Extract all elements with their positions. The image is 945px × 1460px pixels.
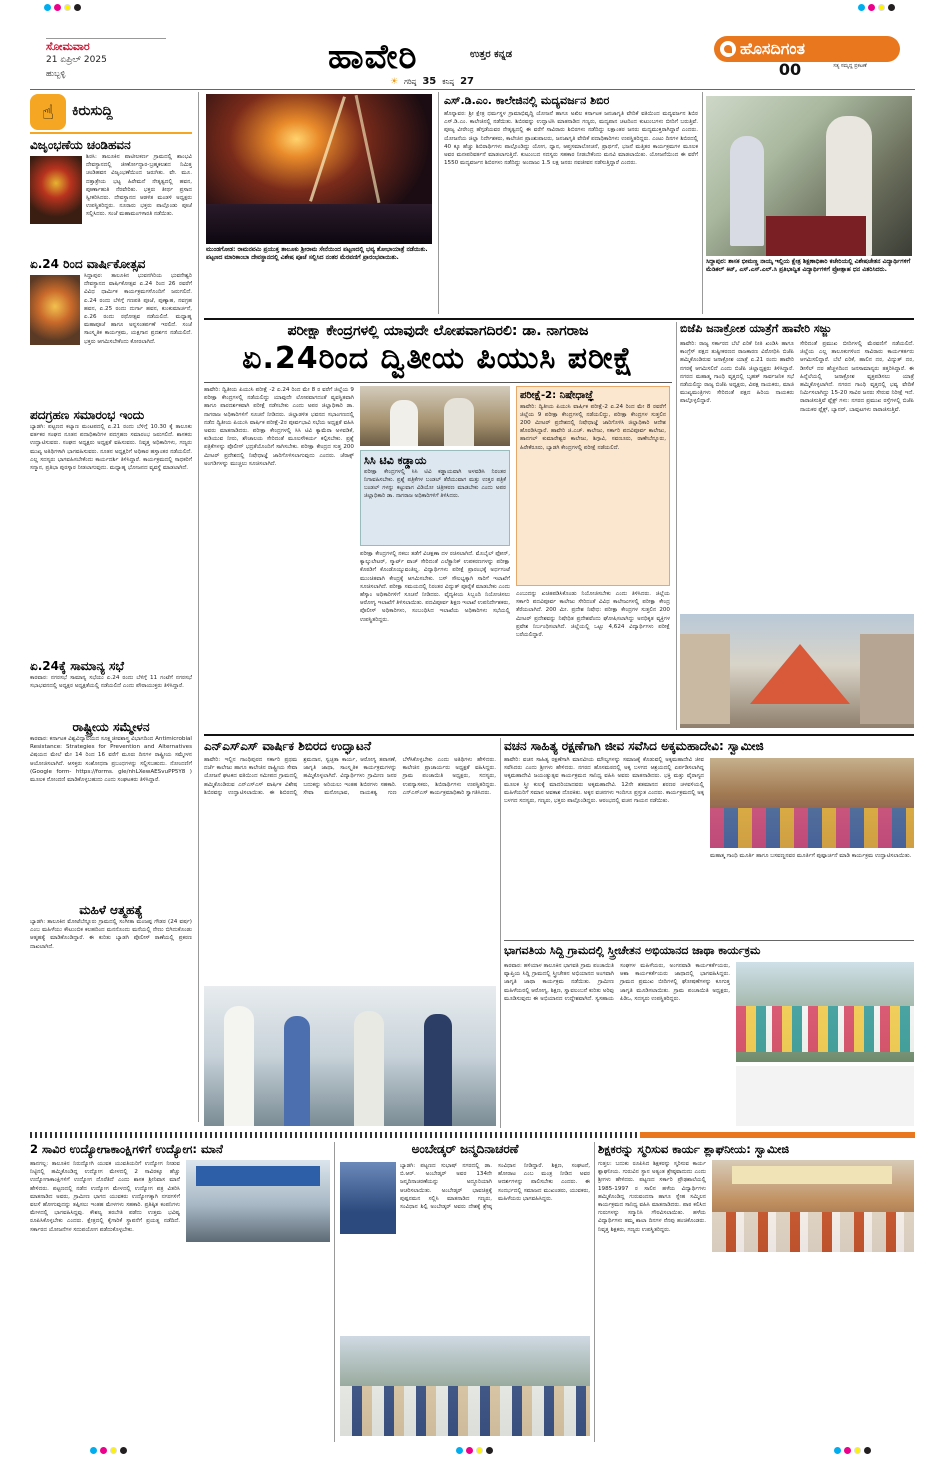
brief-story-body: ಕಾರವಾರ: ನಗರಸಭೆ ಸಾಮಾನ್ಯ ಸಭೆಯು ಏ.24 ರಂದು ಬೆಳಿಗ್ಗೆ 11 ಗಂಟೆಗೆ ನಗರಸಭೆ ಸಭಾಭವನದಲ್ಲಿ ಅಧ್ಯಕ್ಷರ ಅಧ್ಯಕ್ಷತೆಯಲ್ಲಿ ನಡೆಯಲಿದೆ ಎಂದು ಪೌರಾಯುಕ್ತರು ತಿಳಿಸಿದ್ದಾರೆ.: [30, 675, 192, 690]
column-divider: [438, 92, 439, 314]
lead-headline: ಏ.24ರಿಂದ ದ್ವಿತೀಯ ಪಿಯುಸಿ ಪರೀಕ್ಷೆ: [242, 341, 634, 376]
akkamahadevi-headline: ವಚನ ಸಾಹಿತ್ಯ ರಕ್ಷಣೆಗಾಗಿ ಜೀವ ಸವೆಸಿದ ಅಕ್ಕಮಹಾದೇವಿ: ಸ್ವಾಮೀಜಿ: [504, 739, 764, 753]
cctv-box-text: ಪರೀಕ್ಷಾ ಕೇಂದ್ರಗಳಲ್ಲಿ ಸಿಸಿ ಟಿವಿ ಕಡ್ಡಾಯವಾಗಿ ಅಳವಡಿಸಿ ನಿರಂತರ ನಿಗಾವಹಿಸಬೇಕು. ಪ್ರಶ್ನೆ ಪತ್ರಿಕೆಗಳ ಬಂಡಲ್ ತೆರೆಯುವಾಗ ಮತ್ತು ಉತ್ತರ ಪತ್ರಿಕೆ ಬಂಡಲ್ ಗಳನ್ನು ಕಟ್ಟುವಾಗ ವಿಡಿಯೋ ಚಿತ್ರೀಕರಣ ಮಾಡಬೇಕು ಎಂದು ಅಪರ ಜಿಲ್ಲಾಧಿಕಾರಿ ಡಾ. ನಾಗರಾಜ ಅಧಿಕಾರಿಗಳಿಗೆ ತಿಳಿಸಿದರು.: [364, 468, 506, 500]
brief-story-headline: ಪದಗ್ರಹಣ ಸಮಾರಂಭ ಇಂದು: [30, 408, 145, 422]
masthead-day: ಸೋಮವಾರ: [46, 40, 90, 53]
lead-body-col-2: ಪರೀಕ್ಷಾ ಕೇಂದ್ರಗಳಲ್ಲಿ ನಕಲು ತಡೆಗೆ ವಿಚಕ್ಷಣಾ ದಳ ರಚಿಸಲಾಗಿದೆ. ಮೊಬೈಲ್ ಫೋನ್, ಕ್ಯಾಲ್ಕುಲೇಟರ್, ಸ್ಮಾರ್ಟ್ ವಾಚ್ ಸೇರಿದಂತೆ ಎಲೆಕ್ಟ್ರಾನಿಕ್ ಉಪಕರಣಗಳನ್ನು ಪರೀಕ್ಷಾ ಕೊಠಡಿಗೆ ಕೊಂಡೊಯ್ಯುವಂತಿಲ್ಲ. ವಿದ್ಯಾರ್ಥಿಗಳು ಪರೀಕ್ಷೆ ಪ್ರಾರಂಭಕ್ಕೆ ಅರ್ಧಗಂಟೆ ಮುಂಚಿತವಾಗಿ ಕೇಂದ್ರಕ್ಕೆ ಆಗಮಿಸಬೇಕು. ಬಸ್ ಸೌಲಭ್ಯಕ್ಕಾಗಿ ಸಾರಿಗೆ ಇಲಾಖೆಗೆ ಸೂಚಿಸಲಾಗಿದೆ. ಪರೀಕ್ಷಾ ಸಮಯದಲ್ಲಿ ನಿರಂತರ ವಿದ್ಯುತ್ ಪೂರೈಕೆ ಮಾಡಬೇಕು ಎಂದು ಹೆಸ್ಕಾಂ ಅಧಿಕಾರಿಗಳಿಗೆ ಸೂಚನೆ ನೀಡಿದರು. ವೈದ್ಯಕೀಯ ಸಿಬ್ಬಂದಿ ನಿಯೋಜಿಸಲು ಆರೋಗ್ಯ ಇಲಾಖೆಗೆ ತಿಳಿಸಲಾಯಿತು. ಪದವಿಪೂರ್ವ ಶಿಕ್ಷಣ ಇಲಾಖೆ ಉಪನಿರ್ದೇಶಕರು, ಪೊಲೀಸ್ ಅಧಿಕಾರಿಗಳು, ಸಂಬಂಧಿಸಿದ ಇಲಾಖೆಯ ಅಧಿಕಾರಿಗಳು ಸಭೆಯಲ್ಲಿ ಉಪಸ್ಥಿತರಿದ್ದರು.: [360, 551, 510, 623]
crowd-row: [340, 1386, 590, 1436]
section-rule: [204, 318, 914, 320]
building-block: [860, 634, 914, 724]
job-fair-story: [30, 1142, 330, 1442]
lead-story: [204, 322, 672, 730]
section-rule: [504, 940, 914, 941]
lights-streak: [309, 96, 346, 202]
brief-story-body: ಕಾರವಾರ: ಕರ್ನಾಟಕ ವಿಶ್ವವಿದ್ಯಾಲಯದ ಸೂಕ್ಷ್ಮಜೀವಶಾಸ್ತ್ರ ವಿಭಾಗದಿಂದ Antimicrobial Resistance: Strategies for Prevention and Alternatives ವಿಷಯದ ಮೇಲೆ ಮೇ 14 ರಿಂದ 16 ವರೆಗೆ ಮೂರು ದಿನಗಳ ರಾಷ್ಟ್ರೀಯ ಸಮ್ಮೇಳನ ಆಯೋಜಿಸಲಾಗಿದೆ. ಆಸಕ್ತರು ಸಂಶೋಧನಾ ಪ್ರಬಂಧಗಳನ್ನು ಸಲ್ಲಿಸಬಹುದು. ನೋಂದಣಿಗೆ (Google form- https://forms. gle/nhLXewAESvuPP5Y8 ) ಮೂಲಕ ನೋಂದಣಿ ಮಾಡಿಕೊಳ್ಳಬಹುದು ಎಂದು ಸಂಘಟಕರು ತಿಳಿಸಿದ್ದಾರೆ.: [30, 736, 192, 784]
bottom-accent-bar: [640, 1132, 915, 1138]
lead-body-col-3: ಎಂಬುದನ್ನು ಖಚಿತಪಡಿಸಿಕೊಂಡು ನಿಯೋಜಿಸಬೇಕು ಎಂದು ತಿಳಿಸಿದರು. ಜಿಲ್ಲೆಯ ಸರ್ಕಾರಿ ಪದವಿಪೂರ್ವ ಕಾಲೇಜು ಸೇರಿದಂತೆ ವಿವಿಧ ಕಾಲೇಜುಗಳಲ್ಲಿ ಪರೀಕ್ಷಾ ಕೇಂದ್ರ ತೆರೆಯಲಾಗಿದೆ. 200 ಮೀ. ಪ್ರದೇಶ ನಿಷೇಧ: ಪರೀಕ್ಷಾ ಕೇಂದ್ರಗಳ ಸುತ್ತಲಿನ 200 ಮೀಟರ್ ಪ್ರದೇಶವನ್ನು ನಿಷೇಧಿತ ಪ್ರದೇಶವೆಂದು ಘೋಷಿಸಲಾಗಿದ್ದು ಅನಧಿಕೃತ ವ್ಯಕ್ತಿಗಳ ಪ್ರವೇಶ ನಿರ್ಬಂಧಿಸಲಾಗಿದೆ. ಜಿಲ್ಲೆಯಲ್ಲಿ ಒಟ್ಟು 4,624 ವಿದ್ಯಾರ್ಥಿಗಳು ಪರೀಕ್ಷೆ ಬರೆಯಲಿದ್ದಾರೆ.: [516, 591, 670, 639]
color-registration-top-left: [44, 4, 81, 11]
procession-photo: [206, 94, 432, 244]
women-jatha-body: ಕಾರವಾರ: ಹಳಿಯಾಳ ತಾಲೂಕಿನ ಭಾಗವತಿ ಗ್ರಾಮ ಪಂಚಾಯಿತಿ ವ್ಯಾಪ್ತಿಯ ಸಿದ್ದಿ ಗ್ರಾಮದಲ್ಲಿ ಸ್ತ್ರೀಚೇತನ ಅಭಿಯಾನದ ಅಂಗವಾಗಿ ಜಾಗೃತಿ ಜಾಥಾ ಕಾರ್ಯಕ್ರಮ ನಡೆಯಿತು. ಗ್ರಾಮೀಣ ಮಹಿಳೆಯರಲ್ಲಿ ಆರೋಗ್ಯ, ಶಿಕ್ಷಣ, ಸ್ವಾವಲಂಬನೆ ಕುರಿತು ಅರಿವು ಮೂಡಿಸುವುದು ಈ ಅಭಿಯಾನದ ಉದ್ದೇಶವಾಗಿದೆ. ಸ್ವಸಹಾಯ ಸಂಘಗಳ ಮಹಿಳೆಯರು, ಅಂಗನವಾಡಿ ಕಾರ್ಯಕರ್ತೆಯರು, ಆಶಾ ಕಾರ್ಯಕರ್ತೆಯರು ಜಾಥಾದಲ್ಲಿ ಭಾಗವಹಿಸಿದ್ದರು. ಗ್ರಾಮದ ಪ್ರಮುಖ ಬೀದಿಗಳಲ್ಲಿ ಘೋಷಣೆಗಳನ್ನು ಕೂಗುತ್ತ ಜಾಗೃತಿ ಮೂಡಿಸಲಾಯಿತು. ಗ್ರಾಮ ಪಂಚಾಯಿತಿ ಅಧ್ಯಕ್ಷರು, ಪಿಡಿಒ, ಸದಸ್ಯರು ಉಪಸ್ಥಿತರಿದ್ದರು.: [504, 963, 730, 1002]
ambedkar-portrait: [340, 1162, 396, 1234]
bjp-yatra-story: [680, 322, 914, 730]
color-registration-bottom-left: [90, 1447, 127, 1454]
brief-story-headline: ರಾಷ್ಟ್ರೀಯ ಸಮ್ಮೇಳನ: [72, 720, 150, 734]
prohibitory-order-title: ಪರೀಕ್ಷೆ-2: ನಿಷೇಧಾಜ್ಞೆ: [520, 390, 594, 401]
liquor-camp-body: ಹೊನ್ನಾವರ: ಶ್ರೀ ಕ್ಷೇತ್ರ ಧರ್ಮಸ್ಥಳ ಗ್ರಾಮಾಭಿವೃದ್ಧಿ ಯೋಜನೆ ಹಾಗೂ ಅಖಿಲ ಕರ್ನಾಟಕ ಜನಜಾಗೃತಿ ವೇದಿಕೆ ವತಿಯಿಂದ ಮದ್ಯವರ್ಜನ ಶಿಬಿರ ಎಸ್.ಡಿ.ಎಂ. ಕಾಲೇಜಿನಲ್ಲಿ ನಡೆಯಿತು. ಶಿಬಿರವನ್ನು ಉದ್ಘಾಟಿಸಿ ಮಾತನಾಡಿದ ಗಣ್ಯರು, ಮದ್ಯಪಾನ ಚಟದಿಂದ ಕುಟುಂಬಗಳು ಬೀದಿಗೆ ಬರುತ್ತಿವೆ. ಪೂಜ್ಯ ವೀರೇಂದ್ರ ಹೆಗ್ಗಡೆಯವರ ನೇತೃತ್ವದಲ್ಲಿ ಈ ವರೆಗೆ ಸಾವಿರಾರು ಶಿಬಿರಗಳು ನಡೆದಿದ್ದು ಲಕ್ಷಾಂತರ ಜನರು ಮದ್ಯಮುಕ್ತರಾಗಿದ್ದಾರೆ ಎಂದರು. ಯೋಜನೆಯ ಜಿಲ್ಲಾ ನಿರ್ದೇಶಕರು, ಕಾಲೇಜಿನ ಪ್ರಾಂಶುಪಾಲರು, ಜನಜಾಗೃತಿ ವೇದಿಕೆ ಪದಾಧಿಕಾರಿಗಳು ಉಪಸ್ಥಿತರಿದ್ದರು. ಎಂಟು ದಿನಗಳ ಶಿಬಿರದಲ್ಲಿ 40 ಕ್ಕೂ ಹೆಚ್ಚು ಶಿಬಿರಾರ್ಥಿಗಳು ಪಾಲ್ಗೊಂಡಿದ್ದು ಯೋಗ, ಧ್ಯಾನ, ಆಪ್ತಸಮಾಲೋಚನೆ, ಪ್ರಾರ್ಥನೆ, ಭಜನೆ ಮತ್ತಿತರ ಕಾರ್ಯಕ್ರಮಗಳ ಮೂಲಕ ಅವರ ಮನಃಪರಿವರ್ತನೆ ಮಾಡಲಾಗುತ್ತಿದೆ. ಕುಟುಂಬದ ಸದಸ್ಯರು ಸಹಕಾರ ನೀಡಬೇಕೆಂದು ಮನವಿ ಮಾಡಲಾಯಿತು. ಯೋಜನೆಯಿಂದ ಈ ವರೆಗೆ 1550 ಮದ್ಯವರ್ಜನ ಶಿಬಿರಗಳು ನಡೆದಿದ್ದು ಅಂದಾಜು 1.5 ಲಕ್ಷ ಜನರು ನವಜೀವನ ನಡೆಸುತ್ತಿದ್ದಾರೆ ಎಂದರು.: [444, 111, 698, 167]
page-number: 00: [778, 60, 802, 79]
temp-max-label: ಗರಿಷ್ಠ: [404, 78, 417, 86]
brief-story-body: ಬ್ಯಾಡಗಿ: ಪಟ್ಟಣದ ಕಲ್ಯಾಣ ಮಂಟಪದಲ್ಲಿ ಏ.21 ರಂದು ಬೆಳಿಗ್ಗೆ 10.30 ಕ್ಕೆ ತಾಲೂಕು ವರ್ತಕರ ಸಂಘದ ನೂತನ ಪದಾಧಿಕಾರಿಗಳ ಪದಗ್ರಹಣ ಸಮಾರಂಭ ಜರುಗಲಿದೆ. ಶಾಸಕರು ಉದ್ಘಾಟಿಸುವರು. ಸಂಘದ ಅಧ್ಯಕ್ಷರು ಅಧ್ಯಕ್ಷತೆ ವಹಿಸುವರು. ನಿವೃತ್ತ ಅಧಿಕಾರಿಗಳು, ಗಣ್ಯರು ಮುಖ್ಯ ಅತಿಥಿಗಳಾಗಿ ಭಾಗವಹಿಸುವರು. ನೂತನ ಅಧ್ಯಕ್ಷರಿಗೆ ಅಧಿಕಾರ ಹಸ್ತಾಂತರ ನಡೆಯಲಿದೆ. ಎಲ್ಲ ಸದಸ್ಯರು ಭಾಗವಹಿಸಬೇಕೆಂದು ಕಾರ್ಯದರ್ಶಿ ತಿಳಿಸಿದ್ದಾರೆ. ಕಾರ್ಯಕ್ರಮದಲ್ಲಿ ಸಾಧಕರಿಗೆ ಸನ್ಮಾನ, ಪ್ರತಿಭಾ ಪುರಸ್ಕಾರ ನೀಡಲಾಗುವುದು. ಮಧ್ಯಾಹ್ನ ಭೋಜನದ ವ್ಯವಸ್ಥೆ ಮಾಡಲಾಗಿದೆ.: [30, 424, 192, 472]
bjp-yatra-col-1: ಹಾವೇರಿ: ರಾಜ್ಯ ಸರ್ಕಾರದ ಬೆಲೆ ಏರಿಕೆ ನೀತಿ ಖಂಡಿಸಿ ಹಾಗೂ ಕಾಂಗ್ರೆಸ್ ಪಕ್ಷದ ತುಷ್ಟೀಕರಣದ ರಾಜಕಾರಣ ವಿರೋಧಿಸಿ ಬಿಜೆಪಿ ಹಮ್ಮಿಕೊಂಡಿರುವ ಜನಾಕ್ರೋಶ ಯಾತ್ರೆ ಏ.21 ರಂದು ಹಾವೇರಿ ನಗರಕ್ಕೆ ಆಗಮಿಸಲಿದೆ ಎಂದು ಬಿಜೆಪಿ ಜಿಲ್ಲಾಧ್ಯಕ್ಷರು ತಿಳಿಸಿದ್ದಾರೆ. ನಗರದ ಮಹಾತ್ಮ ಗಾಂಧಿ ವೃತ್ತದಲ್ಲಿ ಬೃಹತ್ ಸಾರ್ವಜನಿಕ ಸಭೆ ನಡೆಯಲಿದ್ದು ರಾಜ್ಯ ಬಿಜೆಪಿ ಅಧ್ಯಕ್ಷರು, ವಿಪಕ್ಷ ನಾಯಕರು, ಮಾಜಿ ಮುಖ್ಯಮಂತ್ರಿಗಳು ಸೇರಿದಂತೆ ಪಕ್ಷದ ಹಿರಿಯ ನಾಯಕರು ಪಾಲ್ಗೊಳ್ಳಲಿದ್ದಾರೆ.: [680, 341, 794, 405]
person-figure: [284, 1016, 310, 1126]
ambedkar-story: [340, 1142, 590, 1442]
marchers-row: [736, 1006, 914, 1052]
brief-story-body: ಸಿದ್ದಾಪುರ: ತಾಲೂಕಿನ ಭುವನಗಿರಿಯ ಭುವನೇಶ್ವರಿ ದೇವಸ್ಥಾನದ ವಾರ್ಷಿಕೋತ್ಸವ ಏ.24 ರಿಂದ 26 ರವರೆಗೆ ವಿವಿಧ ಧಾರ್ಮಿಕ ಕಾರ್ಯಕ್ರಮಗಳೊಂದಿಗೆ ಜರುಗಲಿದೆ. ಏ.24 ರಂದು ಬೆಳಿಗ್ಗೆ ಗಣಪತಿ ಪೂಜೆ, ಪುಣ್ಯಾಹ, ನವಗ್ರಹ ಹವನ, ಏ.25 ರಂದು ದುರ್ಗಾ ಹವನ, ಕುಂಕುಮಾರ್ಚನೆ, ಏ.26 ರಂದು ರಥೋತ್ಸವ ನಡೆಯಲಿದೆ. ಮಧ್ಯಾಹ್ನ ಮಹಾಪೂಜೆ ಹಾಗೂ ಅನ್ನಸಂತರ್ಪಣೆ ಇರಲಿದೆ. ಸಂಜೆ ಸಾಂಸ್ಕೃತಿಕ ಕಾರ್ಯಕ್ರಮ, ಯಕ್ಷಗಾನ ಪ್ರದರ್ಶನ ನಡೆಯಲಿದೆ. ಭಕ್ತರು ಆಗಮಿಸಬೇಕೆಂದು ಕೋರಲಾಗಿದೆ.: [84, 273, 192, 345]
registration-dot: [854, 1447, 861, 1454]
temp-max: 35: [422, 76, 437, 87]
masthead: [0, 0, 945, 90]
color-registration-top-right: [858, 4, 895, 11]
brief-story-5: [30, 720, 192, 899]
color-registration-bottom-mid: [456, 1447, 493, 1454]
registration-dot: [864, 1447, 871, 1454]
procession-photo-caption: ಮುಂಡಗೋಡ: ರಾಮನವಮಿ ಪ್ರಯುಕ್ತ ತಾಲೂಕು ಶ್ರೀರಾಮ ಸೇನೆಯಿಂದ ಪಟ್ಟಣದಲ್ಲಿ ಭವ್ಯ ಶೋಭಾಯಾತ್ರೆ ನಡೆಯಿತು. ಪಟ್ಟಣದ ಮಾರಿಕಾಂಬಾ ದೇವಸ್ಥಾನದಲ್ಲಿ ವಿಶೇಷ ಪೂಜೆ ಸಲ್ಲಿಸಿದ ನಂತರ ಮೆರವಣಿಗೆ ಪ್ರಾರಂಭವಾಯಿತು.: [206, 246, 428, 262]
job-fair-body: ಹಾನಗಲ್ಲ: ತಾಲೂಕಿನ ನಿರುದ್ಯೋಗಿ ಯುವಕ ಯುವತಿಯರಿಗೆ ಉದ್ಯೋಗ ನೀಡುವ ನಿಟ್ಟಿನಲ್ಲಿ ಹಮ್ಮಿಕೊಂಡಿದ್ದ ಉದ್ಯೋಗ ಮೇಳದಲ್ಲಿ 2 ಸಾವಿರಕ್ಕೂ ಹೆಚ್ಚು ಉದ್ಯೋಗಾಕಾಂಕ್ಷಿಗಳಿಗೆ ಉದ್ಯೋಗ ದೊರೆತಿದೆ ಎಂದು ಶಾಸಕ ಶ್ರೀನಿವಾಸ ಮಾನೆ ಹೇಳಿದರು. ಪಟ್ಟಣದಲ್ಲಿ ನಡೆದ ಉದ್ಯೋಗ ಮೇಳದಲ್ಲಿ ಉದ್ಯೋಗ ಪತ್ರ ವಿತರಿಸಿ ಮಾತನಾಡಿದ ಅವರು, ಗ್ರಾಮೀಣ ಭಾಗದ ಯುವಕರು ಉದ್ಯೋಗಕ್ಕಾಗಿ ನಗರಗಳಿಗೆ ವಲಸೆ ಹೋಗುವುದನ್ನು ತಪ್ಪಿಸಲು ಇಂತಹ ಮೇಳಗಳು ಸಹಕಾರಿ. ಪ್ರತಿಷ್ಠಿತ ಕಂಪನಿಗಳು ಮೇಳದಲ್ಲಿ ಭಾಗವಹಿಸಿದ್ದವು. ಕೌಶಲ್ಯ ತರಬೇತಿ ಪಡೆದು ಉತ್ತಮ ಭವಿಷ್ಯ ರೂಪಿಸಿಕೊಳ್ಳಬೇಕು ಎಂದರು. ಕ್ಷೇತ್ರದಲ್ಲಿ ಕೈಗಾರಿಕೆ ಸ್ಥಾಪನೆಗೆ ಪ್ರಯತ್ನ ನಡೆದಿದೆ. ಸರ್ಕಾರದ ಯೋಜನೆಗಳ ಸದುಪಯೋಗ ಪಡೆದುಕೊಳ್ಳಬೇಕು.: [30, 1161, 180, 1233]
brief-story-1: [30, 138, 192, 253]
registration-dot: [466, 1447, 473, 1454]
pointing-hand-icon: ☝: [30, 94, 66, 130]
person-figure: [354, 1011, 384, 1126]
brief-story-headline: ಮಹಿಳೆ ಆತ್ಮಹತ್ಯೆ: [79, 903, 143, 917]
masthead-date: 21 ಏಪ್ರಿಲ್ 2025: [46, 54, 107, 65]
registration-dot: [64, 4, 71, 11]
lead-body-col-1: ಹಾವೇರಿ: ದ್ವಿತೀಯ ಪಿಯುಸಿ ಪರೀಕ್ಷೆ -2 ಏ.24 ರಿಂದ ಮೇ 8 ರ ವರೆಗೆ ಜಿಲ್ಲೆಯ 9 ಪರೀಕ್ಷಾ ಕೇಂದ್ರಗಳಲ್ಲಿ ನಡೆಯಲಿದ್ದು ಯಾವುದೇ ಲೋಪವಾಗದಂತೆ ವ್ಯವಸ್ಥಿತವಾಗಿ ಹಾಗೂ ಪಾರದರ್ಶಕವಾಗಿ ಪರೀಕ್ಷೆ ನಡೆಸಬೇಕು ಎಂದು ಅಪರ ಜಿಲ್ಲಾಧಿಕಾರಿ ಡಾ. ನಾಗರಾಜ ಅಧಿಕಾರಿಗಳಿಗೆ ಸೂಚನೆ ನೀಡಿದರು. ಜಿಲ್ಲಾಡಳಿತ ಭವನದ ಸಭಾಂಗಣದಲ್ಲಿ ನಡೆದ ದ್ವಿತೀಯ ಪಿಯುಸಿ ವಾರ್ಷಿಕ ಪರೀಕ್ಷೆ-2ರ ಪೂರ್ವಭಾವಿ ಸಭೆಯ ಅಧ್ಯಕ್ಷತೆ ವಹಿಸಿ ಅವರು ಮಾತನಾಡಿದರು. ಪರೀಕ್ಷಾ ಕೇಂದ್ರಗಳಲ್ಲಿ ಸಿಸಿ ಟಿವಿ ಕ್ಯಾಮೆರಾ ಅಳವಡಿಕೆ, ಕುಡಿಯುವ ನೀರು, ಶೌಚಾಲಯ ಸೇರಿದಂತೆ ಮೂಲಸೌಕರ್ಯ ಕಲ್ಪಿಸಬೇಕು. ಪ್ರಶ್ನೆ ಪತ್ರಿಕೆಗಳನ್ನು ಪೊಲೀಸ್ ಭದ್ರತೆಯೊಂದಿಗೆ ಸಾಗಿಸಬೇಕು. ಪರೀಕ್ಷಾ ಕೇಂದ್ರದ ಸುತ್ತ 200 ಮೀಟರ್ ಪ್ರದೇಶದಲ್ಲಿ ನಿಷೇಧಾಜ್ಞೆ ಜಾರಿಗೊಳಿಸಲಾಗುವುದು ಎಂದರು. ಜೆರಾಕ್ಸ್ ಅಂಗಡಿಗಳನ್ನು ಮುಚ್ಚಲು ಸೂಚಿಸಲಾಗಿದೆ.: [204, 387, 354, 467]
table-surface: [766, 216, 866, 256]
nss-inauguration-photo: [204, 986, 496, 1126]
akkamahadevi-body: ಹಾವೇರಿ: ವಚನ ಸಾಹಿತ್ಯ ರಕ್ಷಣೆಗಾಗಿ ಮಾನವೀಯ ಮೌಲ್ಯಗಳನ್ನು ಸಮಾಜಕ್ಕೆ ಕೊಡುವಲ್ಲಿ ಅಕ್ಕಮಹಾದೇವಿ ಜೀವ ಸವೆಸಿದರು ಎಂದು ಶ್ರೀಗಳು ಹೇಳಿದರು. ನಗರದ ಹೊಸಮಠದಲ್ಲಿ ಅಕ್ಕ ಬಳಗದ ಆಶ್ರಯದಲ್ಲಿ ಏರ್ಪಡಿಸಲಾಗಿದ್ದ ಅಕ್ಕಮಹಾದೇವಿ ಜಯಂತ್ಯುತ್ಸವ ಕಾರ್ಯಕ್ರಮದ ಸಾನಿಧ್ಯ ವಹಿಸಿ ಅವರು ಮಾತನಾಡಿದರು. ಭಕ್ತಿ ಮತ್ತು ವೈರಾಗ್ಯದ ಮೂಲಕ ಸ್ತ್ರೀ ಕುಲಕ್ಕೆ ಮಾದರಿಯಾದವರು ಅಕ್ಕಮಹಾದೇವಿ. 12ನೇ ಶತಮಾನದ ಶರಣರ ಚಳವಳಿಯಲ್ಲಿ ಮಹಿಳೆಯರಿಗೆ ಸಮಾನ ಅವಕಾಶ ದೊರಕಿತು. ಅಕ್ಕನ ವಚನಗಳು ಇಂದಿಗೂ ಪ್ರಸ್ತುತ ಎಂದರು. ಕಾರ್ಯಕ್ರಮದಲ್ಲಿ ಅಕ್ಕ ಬಳಗದ ಸದಸ್ಯರು, ಗಣ್ಯರು, ಭಕ್ತರು ಪಾಲ್ಗೊಂಡಿದ್ದರು. ಆರಂಭದಲ್ಲಿ ವಚನ ಗಾಯನ ನಡೆಯಿತು.: [504, 757, 704, 805]
registration-dot: [456, 1447, 463, 1454]
masthead-date-block: [46, 40, 166, 88]
registration-dot: [44, 4, 51, 11]
nss-camp-story: [204, 738, 496, 1128]
temple-photo-2: [30, 275, 80, 345]
cctv-box-title: ಸಿಸಿ ಟಿವಿ ಕಡ್ಡಾಯ: [364, 454, 427, 467]
person-figure: [390, 400, 418, 446]
brief-story-headline: ಏ.24ಕ್ಕೆ ಸಾಮಾನ್ಯ ಸಭೆ: [30, 659, 125, 673]
person-figure: [730, 136, 764, 246]
lead-kicker: ಪರೀಕ್ಷಾ ಕೇಂದ್ರಗಳಲ್ಲಿ ಯಾವುದೇ ಲೋಪವಾಗದಿರಲಿ: ಡಾ. ನಾಗರಾಜ: [287, 323, 589, 339]
job-fair-body-continued: [186, 1246, 330, 1440]
teachers-story: [598, 1142, 914, 1442]
crowd-silhouette: [206, 204, 432, 244]
brief-story-body: ಬ್ಯಾಡಗಿ: ತಾಲೂಕಿನ ಮೋಟೆಬೆನ್ನೂರು ಗ್ರಾಮದಲ್ಲಿ ಸಂಗೀತಾ ಮಂಜಪ್ಪ ಗೌಡರ (24 ವರ್ಷ) ಎಂಬ ಮಹಿಳೆಯು ಕೌಟುಂಬಿಕ ಕಲಹದಿಂದ ಮನನೊಂದು ಮನೆಯಲ್ಲಿ ನೇಣು ಬಿಗಿದುಕೊಂಡು ಆತ್ಮಹತ್ಯೆ ಮಾಡಿಕೊಂಡಿದ್ದಾರೆ. ಈ ಕುರಿತು ಬ್ಯಾಡಗಿ ಪೊಲೀಸ್ ಠಾಣೆಯಲ್ಲಿ ಪ್ರಕರಣ ದಾಖಲಾಗಿದೆ.: [30, 919, 192, 950]
teachers-photo: [712, 1160, 914, 1252]
person-figure: [424, 1014, 452, 1126]
masthead-date-rule: [46, 38, 166, 39]
liquor-camp-headline: ಎಸ್.ಡಿ.ಎಂ. ಕಾಲೇಜಿನಲ್ಲಿ ಮದ್ಯವರ್ಜನ ಶಿಬಿರ: [444, 94, 610, 107]
brief-story-3: [30, 408, 192, 655]
seated-row: [712, 1212, 914, 1252]
women-jatha-photo: [736, 962, 914, 1062]
registration-dot: [888, 4, 895, 11]
weather-strip: [390, 76, 474, 89]
registration-dot: [844, 1447, 851, 1454]
registration-dot: [858, 4, 865, 11]
brand-tagline: ಸತ್ಯ ಸಮೃದ್ಧ ಪ್ರಕಟಣೆ: [833, 63, 867, 69]
column-divider: [500, 738, 501, 1128]
audience-rows: [710, 808, 914, 848]
akkamahadevi-photo-caption: ಮಹಾತ್ಮ ಗಾಂಧಿ ಮೂರ್ತಿ ಹಾಗೂ ಬಸವಣ್ಣನವರ ಮೂರ್ತಿಗೆ ಪುಷ್ಪಾರ್ಚನೆ ಮಾಡಿ ಕಾರ್ಯಕ್ರಮ ಉದ್ಘಾಟಿಸಲಾಯಿತು.: [710, 853, 912, 859]
brief-story-headline: ವಿಜೃಂಭಣೆಯ ಚಂಡಿಹವನ: [30, 138, 131, 152]
prohibitory-order-box: [516, 386, 670, 586]
registration-dot: [54, 4, 61, 11]
column-divider: [676, 322, 677, 730]
registration-dot: [476, 1447, 483, 1454]
registration-dot: [486, 1447, 493, 1454]
lead-rule: [204, 382, 672, 383]
brand-emblem-icon: [720, 41, 736, 57]
akkamahadevi-photo: [710, 758, 914, 848]
registration-dot: [100, 1447, 107, 1454]
color-registration-bottom-right: [834, 1447, 871, 1454]
brand-name: ಹೊಸದಿಗಂತ: [740, 39, 805, 58]
registration-dot: [834, 1447, 841, 1454]
nss-camp-headline: ಎನ್ಎಸ್ಎಸ್ ವಾರ್ಷಿಕ ಶಿಬಿರದ ಉದ್ಘಾಟನೆ: [204, 739, 372, 753]
edition-subtitle: ಉತ್ತರ ಕನ್ನಡ: [470, 49, 512, 60]
registration-dot: [120, 1447, 127, 1454]
masthead-city: ಹುಬ್ಬಳ್ಳಿ: [46, 69, 66, 78]
stage-structure-photo: [680, 614, 914, 728]
women-jatha-photo-note: [736, 1066, 914, 1126]
job-fair-headline: 2 ಸಾವಿರ ಉದ್ಯೋಗಾಕಾಂಕ್ಷಿಗಳಿಗೆ ಉದ್ಯೋಗ: ಮಾನೆ: [30, 1142, 223, 1156]
masthead-rule: [30, 89, 915, 90]
sun-icon: ☀: [390, 77, 399, 87]
registration-dot: [878, 4, 885, 11]
banner-strip: [196, 1166, 320, 1186]
brief-news-title: ಕಿರುಸುದ್ದಿ: [72, 103, 113, 120]
edition-title-block: [320, 36, 650, 90]
brief-story-body: ಶಿರಸಿ: ತಾಲೂಕಿನ ಪಾಟೀಲಕರ್ಣ ಗ್ರಾಮದಲ್ಲಿ ಶಾಂಭವಿ ದೇವಸ್ಥಾನದಲ್ಲಿ ಜೀರ್ಣೋದ್ಧಾರ-ಬ್ರಹ್ಮಕಲಶದ ನಿಮಿತ್ತ ಚಂಡಿಹವನ ವಿಜೃಂಭಣೆಯಿಂದ ಜರುಗಿತು. ವೇ. ಮೂ. ದತ್ತಾತ್ರೇಯ ಭಟ್ಟ ಹಿರೇಮನೆ ನೇತೃತ್ವದಲ್ಲಿ ಹವನ, ಪೂರ್ಣಾಹುತಿ ನೆರವೇರಿತು. ಭಕ್ತರು ತೀರ್ಥ ಪ್ರಸಾದ ಸ್ವೀಕರಿಸಿದರು. ದೇವಸ್ಥಾನದ ಆಡಳಿತ ಮಂಡಳಿ ಅಧ್ಯಕ್ಷರು ಉಪಸ್ಥಿತರಿದ್ದರು. ನೂರಾರು ಭಕ್ತರು ಪಾಲ್ಗೊಂಡು ಪೂಜೆ ಸಲ್ಲಿಸಿದರು. ಸಂಜೆ ಮಹಾಮಂಗಳಾರತಿ ನಡೆಯಿತು.: [86, 154, 192, 218]
column-divider: [334, 1142, 335, 1442]
women-jatha-story: [504, 944, 914, 1128]
registration-dot: [74, 4, 81, 11]
student-felicitation-photo: [706, 96, 912, 256]
teachers-body: ಗುತ್ತಲ: ಬದುಕು ರೂಪಿಸಿದ ಶಿಕ್ಷಕರನ್ನು ಸ್ಮರಿಸುವ ಕಾರ್ಯ ಶ್ಲಾಘನೀಯ. ಗುರುವಿನ ಸ್ಥಾನ ಅತ್ಯಂತ ಶ್ರೇಷ್ಠವಾದುದು ಎಂದು ಶ್ರೀಗಳು ಹೇಳಿದರು. ಪಟ್ಟಣದ ಸರ್ಕಾರಿ ಪ್ರೌಢಶಾಲೆಯಲ್ಲಿ 1985-1997 ರ ಸಾಲಿನ ಹಳೆಯ ವಿದ್ಯಾರ್ಥಿಗಳು ಹಮ್ಮಿಕೊಂಡಿದ್ದ ಗುರುವಂದನಾ ಹಾಗೂ ಸ್ನೇಹ ಸಮ್ಮಿಲನ ಕಾರ್ಯಕ್ರಮದ ಸಾನಿಧ್ಯ ವಹಿಸಿ ಮಾತನಾಡಿದರು. ಪಾಠ ಕಲಿಸಿದ ಗುರುಗಳನ್ನು ಸನ್ಮಾನಿಸಿ ಗೌರವಿಸಲಾಯಿತು. ಹಳೆಯ ವಿದ್ಯಾರ್ಥಿಗಳು ತಮ್ಮ ಶಾಲಾ ದಿನಗಳ ನೆನಪು ಹಂಚಿಕೊಂಡರು. ನಿವೃತ್ತ ಶಿಕ್ಷಕರು, ಗಣ್ಯರು ಉಪಸ್ಥಿತರಿದ್ದರು.: [598, 1161, 706, 1233]
teachers-body-continued: [712, 1256, 914, 1440]
akkamahadevi-story: [504, 738, 914, 938]
registration-dot: [90, 1447, 97, 1454]
temp-min-label: ಕನಿಷ್ಠ: [442, 78, 455, 86]
registration-dot: [110, 1447, 117, 1454]
banner-strip: [732, 1166, 892, 1184]
lights-streak: [355, 95, 381, 203]
job-fair-photo: [186, 1160, 330, 1242]
brief-story-headline: ಏ.24 ರಿಂದ ವಾರ್ಷಿಕೋತ್ಸವ: [30, 257, 146, 271]
section-rule: [204, 734, 914, 736]
student-felicitation-caption: ಸಿದ್ದಾಪುರ: ಶಾಸಕ ಭೀಮಣ್ಣ ನಾಯ್ಕ ಇಲ್ಲಿಯ ಕ್ಷೇತ್ರ ಶಿಕ್ಷಣಾಧಿಕಾರಿ ಕಚೇರಿಯಲ್ಲಿ ವಿಶೇಷಚೇತನ ವಿದ್ಯಾರ್ಥಿಗಳಿಗೆ ಮೆಡಿಕಲ್ ಕಿಟ್, ಎಸ್.ಎಸ್.ಎಲ್.ಸಿ ಪ್ರತಿಭಾನ್ವಿತ ವಿದ್ಯಾರ್ಥಿಗಳಿಗೆ ಪ್ರೋತ್ಸಾಹ ಧನ ವಿತರಿಸಿದರು.: [706, 258, 911, 274]
bjp-yatra-headline: ಬಿಜೆಪಿ ಜನಾಕ್ರೋಶ ಯಾತ್ರೆಗೆ ಹಾವೇರಿ ಸಜ್ಜು: [680, 322, 832, 335]
prohibitory-order-text: ಹಾವೇರಿ: ದ್ವಿತೀಯ ಪಿಯುಸಿ ವಾರ್ಷಿಕ ಪರೀಕ್ಷೆ-2 ಏ.24 ರಿಂದ ಮೇ 8 ರವರೆಗೆ ಜಿಲ್ಲೆಯ 9 ಪರೀಕ್ಷಾ ಕೇಂದ್ರಗಳಲ್ಲಿ ನಡೆಯಲಿದ್ದು, ಪರೀಕ್ಷಾ ಕೇಂದ್ರಗಳ ಸುತ್ತಲಿನ 200 ಮೀಟರ್ ಪ್ರದೇಶದಲ್ಲಿ ನಿಷೇಧಾಜ್ಞೆ ಜಾರಿಗೊಳಿಸಿ ಜಿಲ್ಲಾಧಿಕಾರಿ ಆದೇಶ ಹೊರಡಿಸಿದ್ದಾರೆ. ಹಾವೇರಿ ಜಿ.ಎಚ್. ಕಾಲೇಜು, ಸರ್ಕಾರಿ ಪದವಿಪೂರ್ವ ಕಾಲೇಜು, ಹಾನಗಲ್ ಕುಮಾರೇಶ್ವರ ಕಾಲೇಜು, ಶಿಗ್ಗಾವಿ, ಸವಣೂರು, ರಾಣೇಬೆನ್ನೂರು, ಹಿರೇಕೆರೂರು, ಬ್ಯಾಡಗಿ ಕೇಂದ್ರಗಳಲ್ಲಿ ಪರೀಕ್ಷೆ ನಡೆಯಲಿದೆ.: [520, 403, 666, 451]
column-divider: [198, 92, 199, 1122]
edition-title: ಹಾವೇರಿ: [328, 37, 418, 77]
ambedkar-event-photo: [340, 1336, 590, 1436]
ambedkar-body: ಬ್ಯಾಡಗಿ: ಪಟ್ಟಣದ ಸುಭಾಷ್ ನಗರದಲ್ಲಿ ಡಾ. ಬಿ.ಆರ್. ಅಂಬೇಡ್ಕರ್ ಅವರ 134ನೇ ಜನ್ಮದಿನಾಚರಣೆಯನ್ನು ಅದ್ಧೂರಿಯಾಗಿ ಆಚರಿಸಲಾಯಿತು. ಅಂಬೇಡ್ಕರ್ ಭಾವಚಿತ್ರಕ್ಕೆ ಪುಷ್ಪನಮನ ಸಲ್ಲಿಸಿ ಮಾತನಾಡಿದ ಗಣ್ಯರು, ಸಂವಿಧಾನ ಶಿಲ್ಪಿ ಅಂಬೇಡ್ಕರ್ ಅವರು ದೇಶಕ್ಕೆ ಶ್ರೇಷ್ಠ ಸಂವಿಧಾನ ನೀಡಿದ್ದಾರೆ. ಶಿಕ್ಷಣ, ಸಂಘಟನೆ, ಹೋರಾಟ ಎಂಬ ಮಂತ್ರ ನೀಡಿದ ಅವರ ಆದರ್ಶಗಳನ್ನು ಪಾಲಿಸಬೇಕು ಎಂದರು. ಈ ಸಂದರ್ಭದಲ್ಲಿ ಸಮಾಜದ ಮುಖಂಡರು, ಯುವಕರು, ಮಹಿಳೆಯರು ಭಾಗವಹಿಸಿದ್ದರು.: [400, 1163, 590, 1211]
brief-story-6: [30, 903, 192, 988]
person-figure: [444, 398, 474, 446]
brief-news-column: [30, 92, 192, 1122]
bjp-yatra-col-2: ಸೇರಿದಂತೆ ಪ್ರಮುಖ ಬೀದಿಗಳಲ್ಲಿ ಮೆರವಣಿಗೆ ನಡೆಯಲಿದೆ. ಜಿಲ್ಲೆಯ ಎಲ್ಲ ತಾಲೂಕುಗಳಿಂದ ಸಾವಿರಾರು ಕಾರ್ಯಕರ್ತರು ಆಗಮಿಸಲಿದ್ದಾರೆ. ಬೆಲೆ ಏರಿಕೆ, ಹಾಲಿನ ದರ, ವಿದ್ಯುತ್ ದರ, ಡೀಸೆಲ್ ದರ ಹೆಚ್ಚಳದಿಂದ ಜನಸಾಮಾನ್ಯರು ತತ್ತರಿಸಿದ್ದಾರೆ. ಈ ಹಿನ್ನೆಲೆಯಲ್ಲಿ ಜನಾಕ್ರೋಶ ವ್ಯಕ್ತಪಡಿಸಲು ಯಾತ್ರೆ ಹಮ್ಮಿಕೊಳ್ಳಲಾಗಿದೆ. ನಗರದ ಗಾಂಧಿ ವೃತ್ತದಲ್ಲಿ ಭವ್ಯ ವೇದಿಕೆ ನಿರ್ಮಿಸಲಾಗಿದ್ದು 15-20 ಸಾವಿರ ಜನರು ಸೇರುವ ನಿರೀಕ್ಷೆ ಇದೆ. ರಾರಾಜಿಸುತ್ತಿವೆ ಫ್ಲೆಕ್ಸ್ ಗಳು: ನಗರದ ಪ್ರಮುಖ ರಸ್ತೆಗಳಲ್ಲಿ ಬಿಜೆಪಿ ನಾಯಕರ ಫ್ಲೆಕ್ಸ್, ಬ್ಯಾನರ್, ಬಾವುಟಗಳು ರಾರಾಜಿಸುತ್ತಿವೆ.: [800, 341, 914, 413]
brief-story-2: [30, 257, 192, 404]
temp-min: 27: [460, 76, 474, 87]
brief-news-header: [30, 92, 192, 134]
temple-photo-1: [30, 156, 82, 224]
column-divider: [702, 92, 703, 314]
nss-camp-body: ಹಾವೇರಿ: ಇಲ್ಲಿನ ಗಾಂಧಿಪುರದ ಸರ್ಕಾರಿ ಪ್ರಥಮ ದರ್ಜೆ ಕಾಲೇಜು ಹಾಗೂ ಕಾಲೇಜಿನ ರಾಷ್ಟ್ರೀಯ ಸೇವಾ ಯೋಜನೆ ಘಟಕದ ವತಿಯಿಂದ ಸಮೀಪದ ಗ್ರಾಮದಲ್ಲಿ ಹಮ್ಮಿಕೊಂಡಿರುವ ಎನ್ಎಸ್ಎಸ್ ವಾರ್ಷಿಕ ವಿಶೇಷ ಶಿಬಿರವನ್ನು ಉದ್ಘಾಟಿಸಲಾಯಿತು. ಈ ಶಿಬಿರದಲ್ಲಿ ಶ್ರಮದಾನ, ಸ್ವಚ್ಛತಾ ಕಾರ್ಯ, ಆರೋಗ್ಯ ತಪಾಸಣೆ, ಜಾಗೃತಿ ಜಾಥಾ, ಸಾಂಸ್ಕೃತಿಕ ಕಾರ್ಯಕ್ರಮಗಳನ್ನು ಹಮ್ಮಿಕೊಳ್ಳಲಾಗಿದೆ. ವಿದ್ಯಾರ್ಥಿಗಳು ಗ್ರಾಮೀಣ ಜನರ ಬದುಕನ್ನು ಅರಿಯಲು ಇಂತಹ ಶಿಬಿರಗಳು ಸಹಕಾರಿ. ಸೇವಾ ಮನೋಭಾವ, ನಾಯಕತ್ವ ಗುಣ ಬೆಳೆಸಿಕೊಳ್ಳಬೇಕು ಎಂದು ಅತಿಥಿಗಳು ಹೇಳಿದರು. ಕಾಲೇಜಿನ ಪ್ರಾಚಾರ್ಯರು ಅಧ್ಯಕ್ಷತೆ ವಹಿಸಿದ್ದರು. ಗ್ರಾಮ ಪಂಚಾಯಿತಿ ಅಧ್ಯಕ್ಷರು, ಸದಸ್ಯರು, ಉಪನ್ಯಾಸಕರು, ಶಿಬಿರಾರ್ಥಿಗಳು ಉಪಸ್ಥಿತರಿದ್ದರು. ಎನ್ಎಸ್ಎಸ್ ಕಾರ್ಯಕ್ರಮಾಧಿಕಾರಿ ಸ್ವಾಗತಿಸಿದರು.: [204, 757, 496, 796]
teachers-headline: ಶಿಕ್ಷಕರನ್ನು ಸ್ಮರಿಸುವ ಕಾರ್ಯ ಶ್ಲಾಘನೀಯ: ಸ್ವಾಮೀಜಿ: [598, 1142, 790, 1156]
tent-structure: [750, 644, 850, 704]
brand-logo: [714, 36, 900, 62]
meeting-photo: [360, 386, 510, 446]
building-block: [680, 634, 730, 724]
liquor-camp-story: [444, 94, 698, 316]
cctv-box: [360, 450, 510, 546]
women-jatha-headline: ಭಾಗವತಿಯ ಸಿದ್ದಿ ಗ್ರಾಮದಲ್ಲಿ ಸ್ತ್ರೀಚೇತನ ಅಭಿಯಾನದ ಜಾಥಾ ಕಾರ್ಯಕ್ರಮ: [504, 944, 761, 957]
column-divider: [594, 1142, 595, 1442]
registration-dot: [868, 4, 875, 11]
person-figure: [224, 1006, 254, 1126]
ambedkar-headline: ಅಂಬೇಡ್ಕರ್ ಜನ್ಮದಿನಾಚರಣೆ: [411, 1142, 519, 1156]
brief-story-4: [30, 659, 192, 716]
